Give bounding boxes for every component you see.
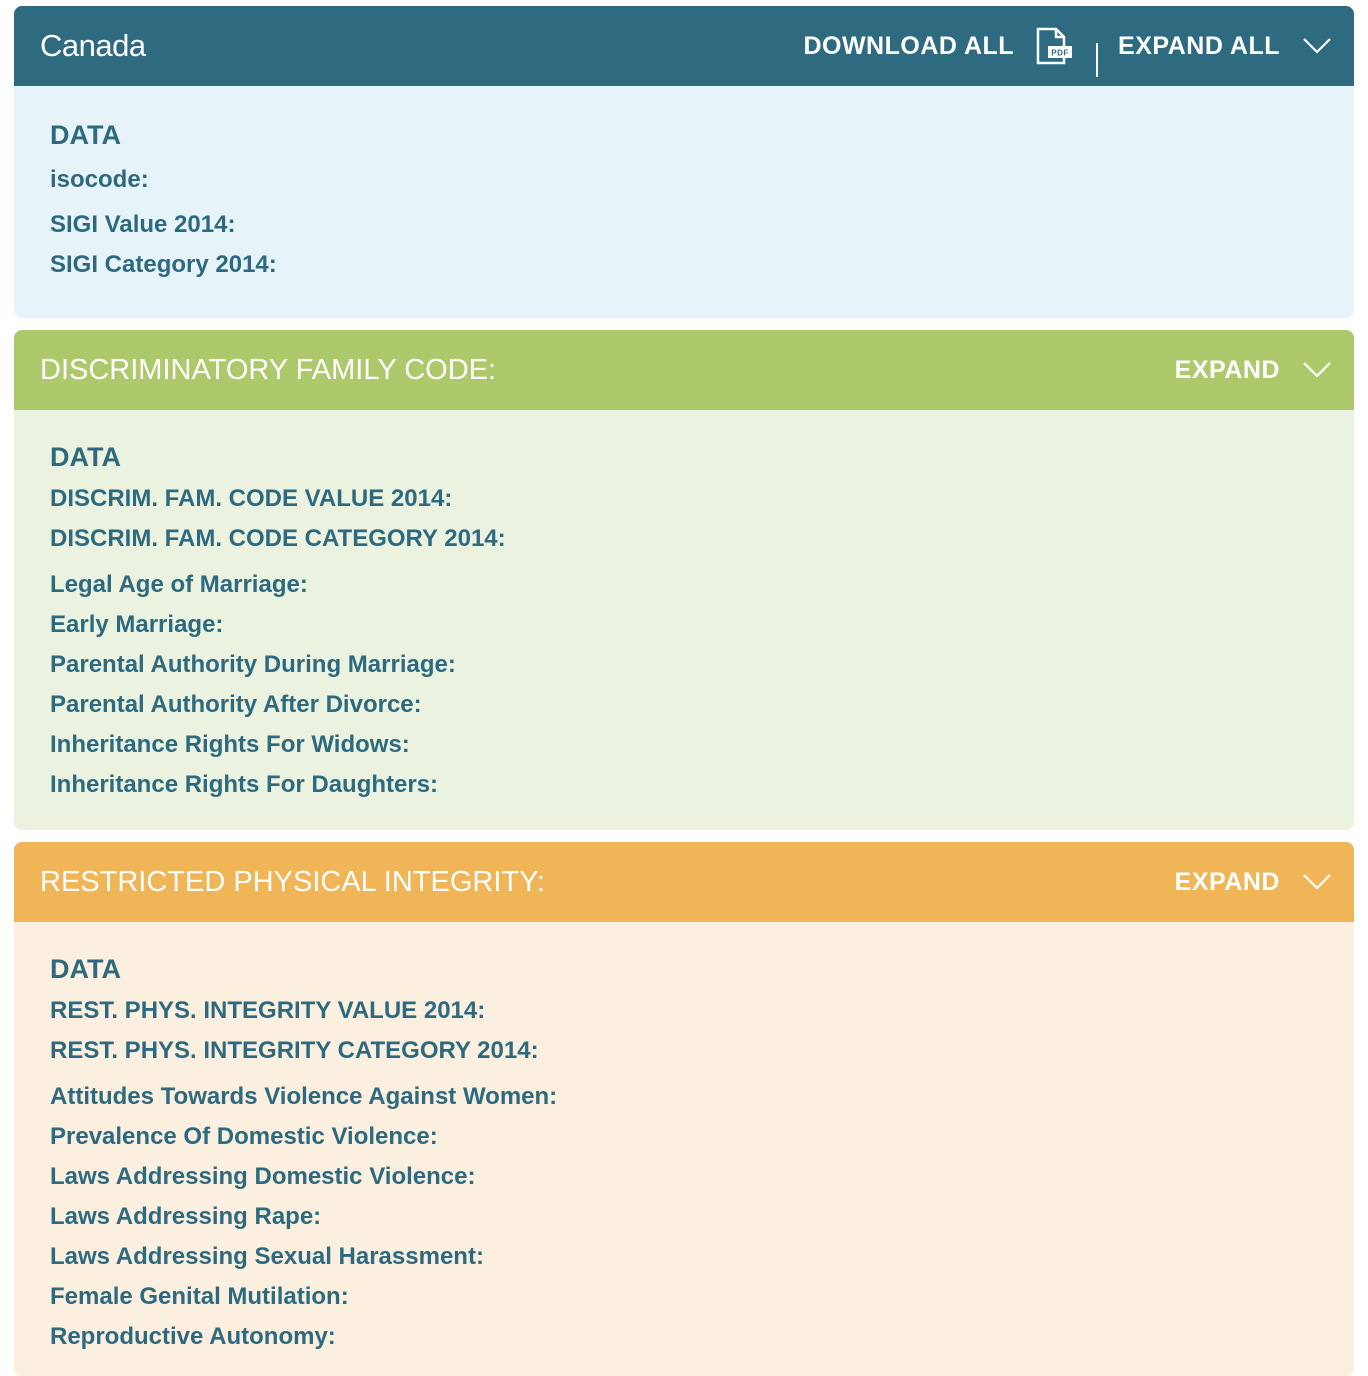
family-code-body	[14, 410, 1354, 830]
field-label: Parental Authority During Marriage:	[50, 651, 456, 678]
field-label: Laws Addressing Sexual Harassment:	[50, 1243, 484, 1270]
family-code-section	[14, 330, 1354, 830]
chevron-down-icon	[1302, 37, 1332, 55]
pdf-icon	[1034, 27, 1074, 65]
field-label: Legal Age of Marriage:	[50, 571, 308, 598]
country-header	[14, 6, 1354, 86]
data-heading: DATA	[50, 954, 121, 984]
field-label: Parental Authority After Divorce:	[50, 691, 422, 718]
expand-all-button[interactable]	[1118, 32, 1332, 61]
field-label: SIGI Category 2014:	[50, 251, 277, 278]
field-label: DISCRIM. FAM. CODE VALUE 2014:	[50, 485, 453, 512]
expand-label: EXPAND	[1174, 867, 1280, 896]
field-label: DISCRIM. FAM. CODE CATEGORY 2014:	[50, 525, 506, 552]
field-label: Reproductive Autonomy:	[50, 1323, 336, 1350]
chevron-down-icon	[1302, 361, 1332, 379]
download-all-button[interactable]	[803, 27, 1074, 65]
country-overview-section	[14, 6, 1354, 318]
header-divider	[1096, 43, 1098, 77]
physical-integrity-header[interactable]	[14, 842, 1354, 922]
expand-label: EXPAND	[1174, 355, 1280, 384]
expand-button[interactable]	[1175, 868, 1332, 897]
expand-button[interactable]	[1175, 356, 1332, 385]
field-label: Attitudes Towards Violence Against Women:	[50, 1083, 558, 1110]
field-label: Inheritance Rights For Widows:	[50, 731, 410, 758]
overview-body	[14, 86, 1354, 318]
physical-integrity-body	[14, 922, 1354, 1376]
field-label: Inheritance Rights For Daughters:	[50, 771, 439, 798]
chevron-down-icon	[1302, 873, 1332, 891]
header-actions	[1175, 842, 1332, 922]
field-label: Early Marriage:	[50, 611, 224, 638]
physical-integrity-section	[14, 842, 1354, 1376]
download-all-label: DOWNLOAD ALL	[803, 31, 1015, 60]
field-label: Prevalence Of Domestic Violence:	[50, 1123, 438, 1150]
data-heading: DATA	[50, 120, 121, 150]
field-label: REST. PHYS. INTEGRITY CATEGORY 2014:	[50, 1037, 539, 1064]
field-label: Laws Addressing Rape:	[50, 1203, 322, 1230]
family-code-title: DISCRIMINATORY FAMILY CODE:	[40, 354, 497, 386]
pdf-icon-text: PDF	[1051, 48, 1069, 58]
header-actions	[803, 6, 1332, 86]
field-label: Laws Addressing Domestic Violence:	[50, 1163, 476, 1190]
field-label: Female Genital Mutilation:	[50, 1283, 349, 1310]
family-code-header[interactable]	[14, 330, 1354, 410]
data-heading: DATA	[50, 442, 121, 472]
expand-all-label: EXPAND ALL	[1118, 31, 1280, 60]
field-label: REST. PHYS. INTEGRITY VALUE 2014:	[50, 997, 486, 1024]
field-label: SIGI Value 2014:	[50, 211, 236, 238]
field-label: isocode:	[50, 166, 149, 193]
country-title: Canada	[40, 28, 146, 63]
physical-integrity-title: RESTRICTED PHYSICAL INTEGRITY:	[40, 866, 545, 898]
header-actions	[1175, 330, 1332, 410]
